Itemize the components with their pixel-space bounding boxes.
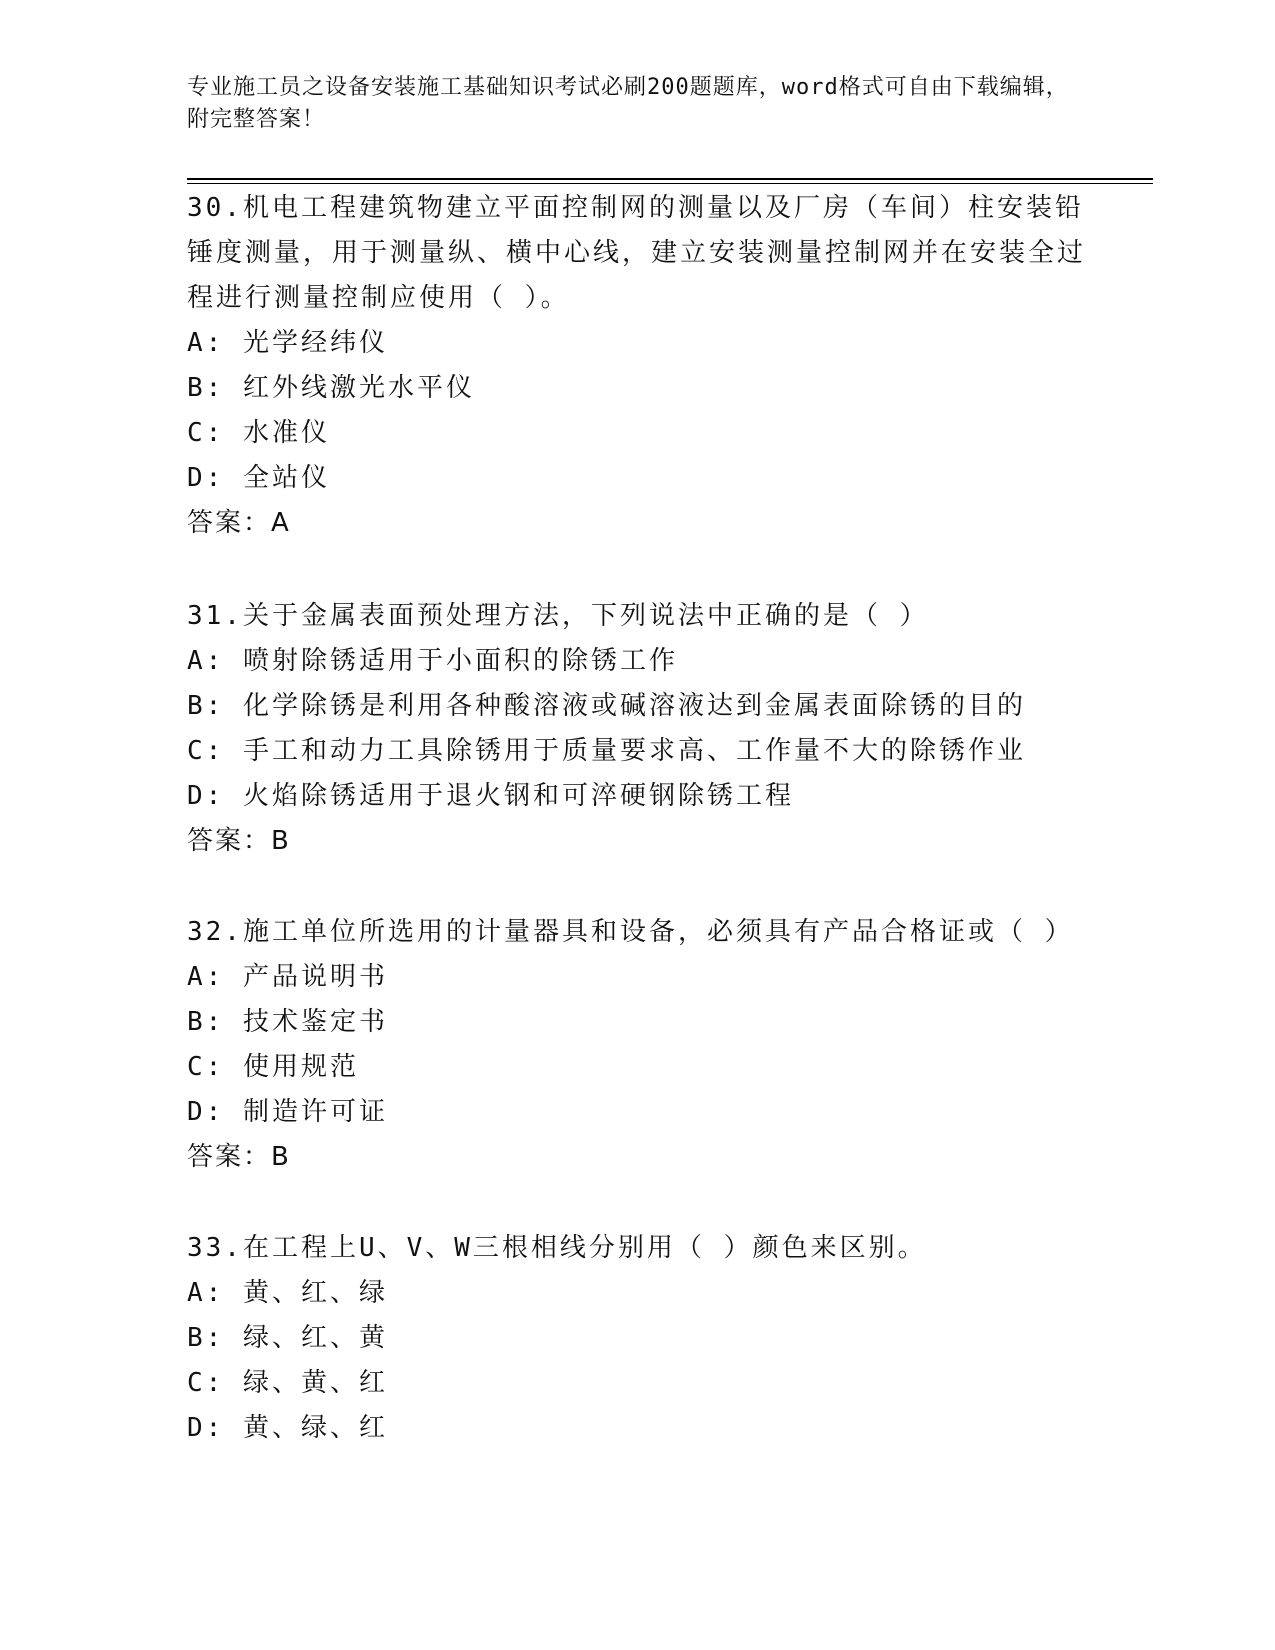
option-c: C: 水准仪 [187, 418, 330, 448]
option-c: C: 绿、黄、红 [187, 1368, 388, 1398]
option-b: B: 绿、红、黄 [187, 1323, 388, 1353]
option-a: A: 喷射除锈适用于小面积的除锈工作 [187, 646, 678, 676]
document-header: 专业施工员之设备安装施工基础知识考试必刷200题题库，word格式可自由下载编辑，附完整答案！ [187, 75, 1069, 132]
question-stem: 30.机电工程建筑物建立平面控制网的测量以及厂房（车间）柱安装铅锤度测量，用于测量纵、横中心线，建立安装测量控制网并在安装全过程进行测量控制应使用（ ）。 [187, 193, 1087, 313]
option-c: C: 使用规范 [187, 1052, 359, 1082]
question-stem: 31.关于金属表面预处理方法，下列说法中正确的是（ ） [187, 601, 929, 631]
option-d: D: 制造许可证 [187, 1097, 388, 1127]
option-d: D: 黄、绿、红 [187, 1413, 388, 1443]
option-b: B: 红外线激光水平仪 [187, 373, 475, 403]
question-stem: 32.施工单位所选用的计量器具和设备，必须具有产品合格证或（ ） [187, 917, 1074, 947]
header-divider-thick [187, 178, 1153, 180]
question-33 [187, 1226, 1087, 1451]
option-d: D: 全站仪 [187, 463, 330, 493]
answer: 答案：B [187, 1142, 291, 1172]
option-a: A: 光学经纬仪 [187, 328, 388, 358]
question-31 [187, 594, 1087, 864]
option-b: B: 技术鉴定书 [187, 1007, 388, 1037]
option-d: D: 火焰除锈适用于退火钢和可淬硬钢除锈工程 [187, 781, 794, 811]
option-a: A: 黄、红、绿 [187, 1278, 388, 1308]
option-b: B: 化学除锈是利用各种酸溶液或碱溶液达到金属表面除锈的目的 [187, 691, 1026, 721]
option-c: C: 手工和动力工具除锈用于质量要求高、工作量不大的除锈作业 [187, 736, 1026, 766]
answer: 答案：B [187, 826, 291, 856]
header-divider-thin [187, 183, 1153, 184]
question-stem: 33.在工程上U、V、W三根相线分别用（ ）颜色来区别。 [187, 1233, 927, 1263]
question-32 [187, 910, 1087, 1180]
answer: 答案：A [187, 508, 291, 538]
question-30 [187, 186, 1087, 546]
option-a: A: 产品说明书 [187, 962, 388, 992]
